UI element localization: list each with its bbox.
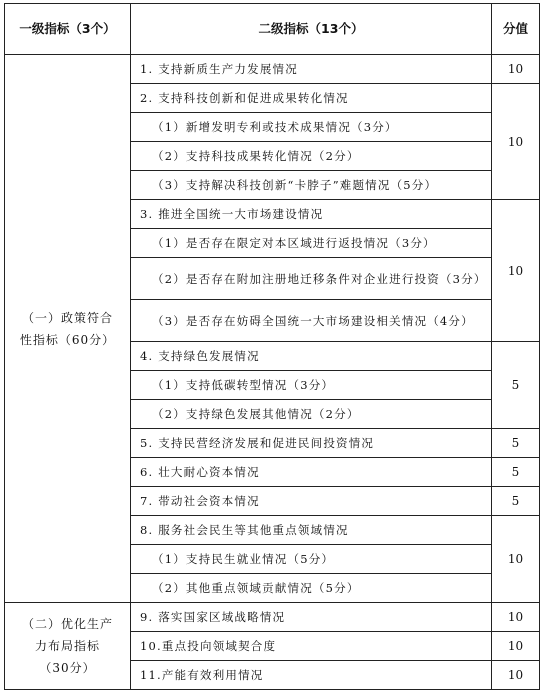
subitem-text: （2）其他重点领域贡献情况（5分） <box>152 581 360 595</box>
level2-subitem <box>131 258 492 300</box>
subitem-text: （2）支持科技成果转化情况（2分） <box>152 149 360 163</box>
level1-label-line: （一）政策符合 <box>21 310 113 325</box>
level2-subitem <box>131 300 492 342</box>
level2-item: 10.重点投向领域契合度 <box>131 632 492 661</box>
level1-label-line: （二）优化生产 <box>21 617 113 631</box>
indicator-table <box>4 3 540 690</box>
level1-cell-policy <box>5 55 131 603</box>
score-cell: 5 <box>492 342 540 429</box>
score-cell: 5 <box>492 458 540 487</box>
subitem-text: （2）支持绿色发展其他情况（2分） <box>152 407 360 421</box>
score-cell: 10 <box>492 632 540 661</box>
level2-item: 9. 落实国家区域战略情况 <box>131 603 492 632</box>
header-level1-indicator: 一级指标（3个） <box>5 4 131 55</box>
table-row <box>5 55 540 84</box>
subitem-text: （3）支持解决科技创新“卡脖子”难题情况（5分） <box>152 178 438 192</box>
subitem-text: （1）支持民生就业情况（5分） <box>152 552 335 566</box>
score-cell: 5 <box>492 429 540 458</box>
level2-item: 7. 带动社会资本情况 <box>131 487 492 516</box>
subitem-text: （1）新增发明专利或技术成果情况（3分） <box>152 120 398 134</box>
score-cell: 10 <box>492 84 540 200</box>
subitem-text: （3）是否存在妨碍全国统一大市场建设相关情况（4分） <box>152 313 474 328</box>
level2-item: 1. 支持新质生产力发展情况 <box>131 55 492 84</box>
level2-subitem <box>131 171 492 200</box>
level2-item: 5. 支持民营经济发展和促进民间投资情况 <box>131 429 492 458</box>
score-cell: 10 <box>492 55 540 84</box>
level2-subitem <box>131 142 492 171</box>
level2-item: 4. 支持绿色发展情况 <box>131 342 492 371</box>
level2-subitem <box>131 371 492 400</box>
subitem-text: （2）是否存在附加注册地迁移条件对企业进行投资（3分） <box>152 271 487 286</box>
score-cell: 5 <box>492 487 540 516</box>
level2-subitem <box>131 545 492 574</box>
level2-item: 11.产能有效利用情况 <box>131 661 492 690</box>
table-row <box>5 603 540 632</box>
table-header-row <box>5 4 540 55</box>
score-cell: 10 <box>492 200 540 342</box>
level1-label-line: 性指标（60分） <box>19 332 116 347</box>
level2-subitem <box>131 113 492 142</box>
level2-item: 2. 支持科技创新和促进成果转化情况 <box>131 84 492 113</box>
level2-item: 3. 推进全国统一大市场建设情况 <box>131 200 492 229</box>
level2-subitem <box>131 400 492 429</box>
header-score: 分值 <box>492 4 540 55</box>
score-cell: 10 <box>492 661 540 690</box>
level1-label-line: 力布局指标 <box>34 639 100 653</box>
level2-subitem <box>131 574 492 603</box>
score-cell: 10 <box>492 603 540 632</box>
subitem-text: （1）是否存在限定对本区域进行返投情况（3分） <box>152 236 436 250</box>
level1-cell-layout <box>5 603 131 690</box>
header-level2-indicator: 二级指标（13个） <box>131 4 492 55</box>
subitem-text: （1）支持低碳转型情况（3分） <box>152 378 335 392</box>
level1-label-line: （30分） <box>39 661 96 675</box>
score-cell: 10 <box>492 516 540 603</box>
level2-item: 8. 服务社会民生等其他重点领域情况 <box>131 516 492 545</box>
level2-item: 6. 壮大耐心资本情况 <box>131 458 492 487</box>
level2-subitem <box>131 229 492 258</box>
